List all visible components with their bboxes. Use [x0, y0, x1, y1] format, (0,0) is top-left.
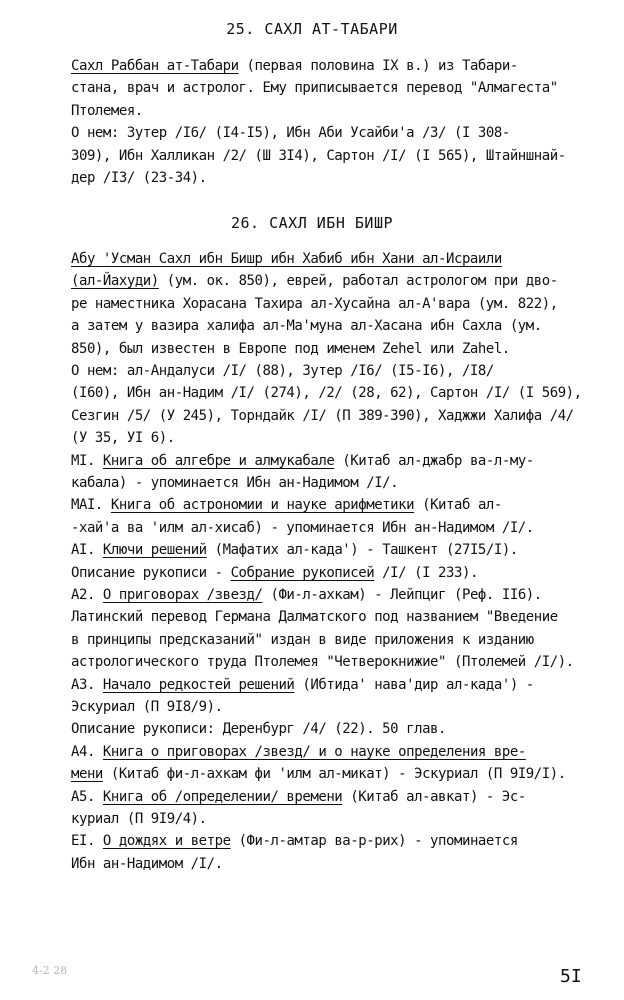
- archive-stamp: 4-2 28: [32, 964, 68, 977]
- text-segment: A3.: [71, 676, 103, 693]
- text-segment: Ибн ан-Надимом /I/.: [71, 855, 223, 872]
- text-segment: (Ибтида' нава'дир ал-када') -: [294, 676, 534, 693]
- text-line: [71, 78, 601, 98]
- text-line: [71, 56, 601, 76]
- text-segment: Эскуриал (П 9I8/9).: [71, 699, 223, 715]
- section-heading-25: 25. САХЛ АТ-ТАБАРИ: [226, 20, 398, 38]
- text-segment: Описание рукописи: Деренбург /4/ (22). 50 глав.: [71, 721, 446, 738]
- underlined-title: Начало редкостей решений: [102, 676, 295, 693]
- text-line: [71, 764, 601, 784]
- text-segment: дер /I3/ (23-34).: [71, 170, 207, 186]
- text-line: [71, 406, 601, 426]
- text-segment: О нем: ал-Андалуси /I/ (88), Зутер /I6/ (I5-I6), /I8/: [71, 363, 494, 379]
- text-segment: Сезгин /5/ (У 245), Торндайк /I/ (П 389-390), Хаджжи Халифа /4/: [71, 407, 574, 424]
- text-line: [71, 495, 601, 515]
- text-line: [71, 652, 601, 672]
- text-line: [71, 101, 601, 121]
- text-line: [71, 473, 601, 493]
- text-segment: 309), Ибн Халликан /2/ (Ш 3I4), Сартон /I/ (I 565), Штайншнай-: [71, 147, 566, 164]
- text-segment: Латинский перевод Германа Далматского под названием "Введение: [71, 609, 558, 626]
- underlined-title: Книга об астрономии и науке арифметики: [110, 497, 415, 514]
- text-segment: MI.: [71, 452, 103, 469]
- underlined-title: О приговорах /звезд/: [102, 587, 263, 603]
- text-segment: Описание рукописи -: [71, 564, 231, 581]
- underlined-title: Сахл Раббан ат-Табари: [71, 58, 239, 74]
- text-line: [71, 428, 601, 448]
- text-line: [71, 809, 601, 829]
- text-segment: -хай'а ва 'илм ал-хисаб) - упоминается Ибн ан-Надимом /I/.: [71, 519, 534, 536]
- text-segment: (первая половина IX в.) из Табари-: [238, 58, 518, 74]
- text-line: [71, 742, 601, 762]
- underlined-title: (ал-Йахуди): [71, 273, 159, 290]
- text-line: [71, 563, 601, 583]
- text-segment: ре наместника Хорасана Тахира ал-Хусайна ал-А'вара (ум. 822),: [71, 295, 558, 312]
- text-line: [71, 146, 601, 166]
- text-segment: MAI.: [71, 497, 111, 514]
- text-segment: (Фи-л-амтар ва-р-рих) - упоминается: [230, 833, 518, 850]
- text-segment: /I/ (I 233).: [374, 564, 478, 581]
- text-line: [71, 123, 601, 143]
- underlined-title: Собрание рукописей: [230, 564, 375, 581]
- underlined-title: мени: [71, 766, 103, 783]
- text-segment: (Китаб ал-джабр ва-л-му-: [334, 452, 534, 469]
- text-segment: 850), был известен в Европе под именем Zehel или Zahel.: [71, 340, 510, 357]
- text-line: [71, 339, 601, 359]
- text-line: [71, 316, 601, 336]
- page-number: 5I: [560, 966, 582, 987]
- text-line: [71, 451, 601, 471]
- text-line: [71, 607, 601, 627]
- text-line: [71, 630, 601, 650]
- text-segment: (Китаб ал-: [414, 497, 502, 514]
- text-segment: (Фи-л-ахкам) - Лейпциг (Реф. II6).: [262, 587, 542, 603]
- text-segment: в принципы предсказаний" издан в виде приложения к изданию: [71, 631, 534, 648]
- text-line: [71, 271, 601, 291]
- text-line: [71, 540, 601, 560]
- text-line: [71, 675, 601, 695]
- text-line: [71, 361, 601, 381]
- underlined-title: Абу 'Усман Сахл ибн Бишр ибн Хабиб ибн Хани ал-Исраили: [71, 251, 502, 267]
- text-segment: О нем: Зутер /I6/ (I4-I5), Ибн Аби Усайби'а /3/ (I 308-: [71, 125, 510, 142]
- underlined-title: Книга об /определении/ времени: [102, 788, 343, 805]
- underlined-title: Ключи решений: [102, 542, 207, 559]
- text-segment: (ум. ок. 850), еврей, работал астрологом при дво-: [158, 273, 558, 290]
- text-line: [71, 518, 601, 538]
- underlined-title: Книга о приговорах /звезд/ и о науке определения вре-: [102, 743, 526, 760]
- text-segment: (У 35, УI 6).: [71, 430, 175, 447]
- text-segment: кабала) - упоминается Ибн ан-Надимом /I/.: [71, 475, 399, 491]
- text-segment: A4.: [71, 743, 103, 760]
- text-segment: стана, врач и астролог. Ему приписывается перевод "Алмагеста": [71, 80, 558, 97]
- text-line: [71, 383, 601, 403]
- text-line: [71, 854, 601, 874]
- text-line: [71, 168, 601, 188]
- section-heading-26: 26. САХЛ ИБН БИШР: [230, 214, 394, 232]
- text-line: [71, 831, 601, 851]
- text-segment: астрологического труда Птолемея "Четверокнижие" (Птолемей /I/).: [71, 654, 574, 671]
- text-segment: EI.: [71, 833, 103, 850]
- text-segment: A2.: [71, 587, 103, 603]
- text-segment: а затем у вазира халифа ал-Ма'муна ал-Хасана ибн Сахла (ум.: [71, 318, 542, 335]
- text-segment: (Китаб фи-л-ахкам фи 'илм ал-микат) - Эскуриал (П 9I9/I).: [102, 766, 566, 783]
- text-segment: (Китаб ал-авкат) - Эс-: [342, 788, 526, 805]
- text-line: [71, 294, 601, 314]
- text-segment: AI.: [71, 542, 103, 559]
- text-line: [71, 697, 601, 717]
- text-line: [71, 719, 601, 739]
- text-segment: Птолемея.: [71, 102, 143, 119]
- underlined-title: О дождях и ветре: [102, 833, 231, 850]
- text-segment: A5.: [71, 788, 103, 805]
- text-line: [71, 787, 601, 807]
- underlined-title: Книга об алгебре и алмукабале: [102, 452, 335, 469]
- text-segment: (I60), Ибн ан-Надим /I/ (274), /2/ (28, 62), Сартон /I/ (I 569),: [71, 385, 582, 402]
- text-segment: (Мафатих ал-када') - Ташкент (27I5/I).: [206, 542, 518, 559]
- text-segment: куриал (П 9I9/4).: [71, 811, 207, 827]
- text-line: [71, 249, 601, 269]
- text-line: [71, 585, 601, 605]
